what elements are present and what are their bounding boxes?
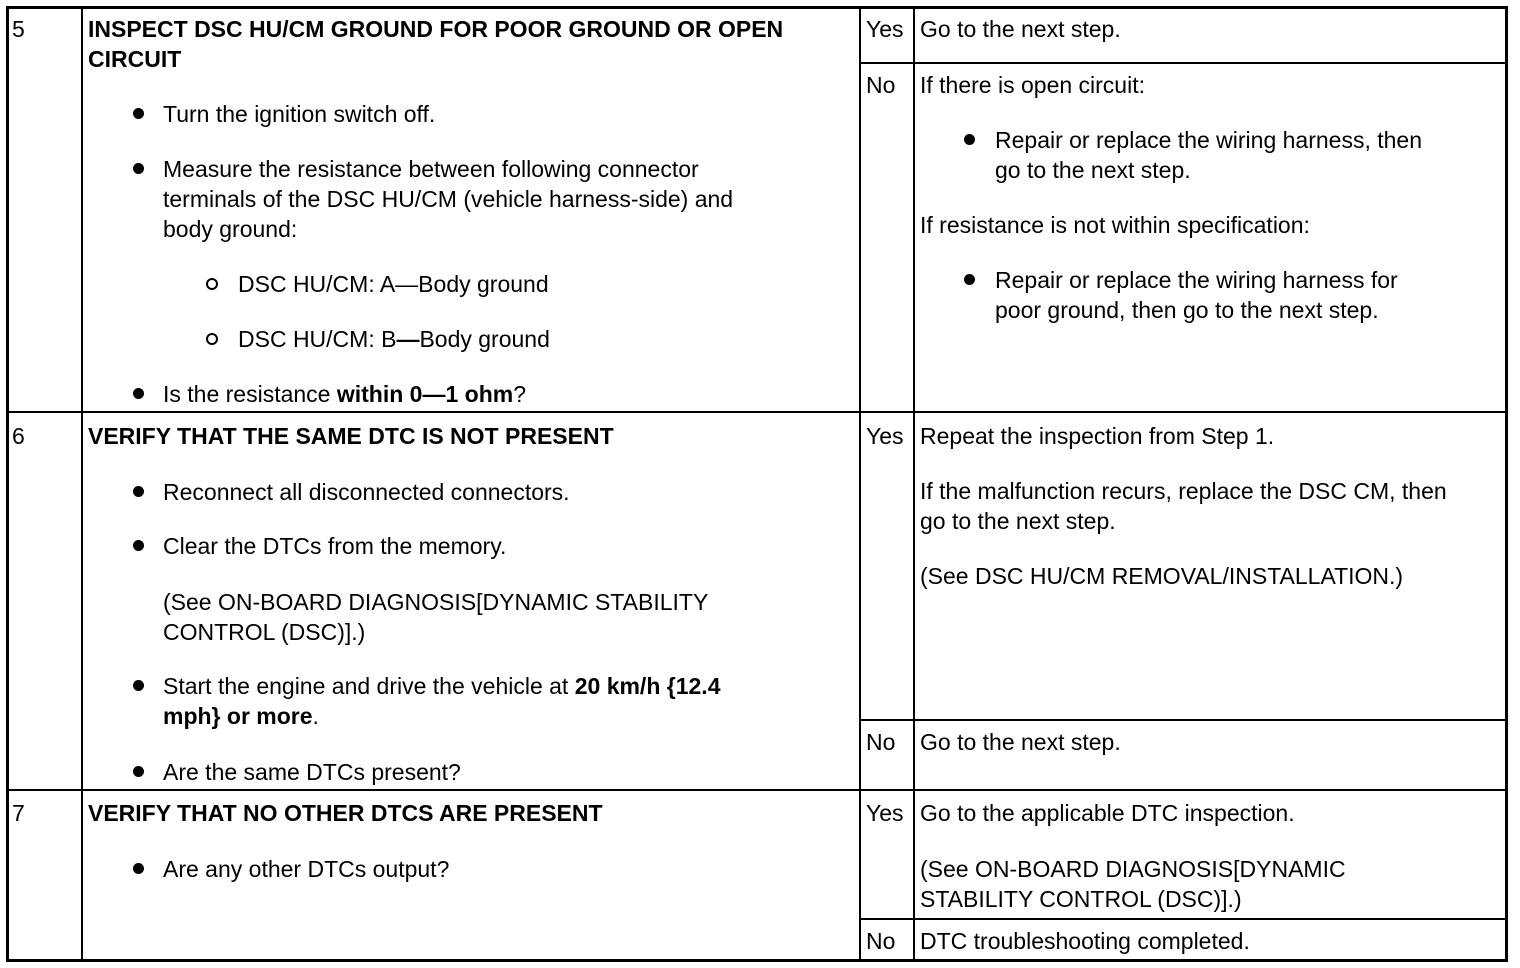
step6-no-label: No bbox=[866, 729, 896, 755]
bullet-icon bbox=[133, 108, 144, 119]
step7-yes-label: Yes bbox=[866, 800, 904, 826]
step6-bullet3-post: . bbox=[312, 703, 319, 729]
step7-no-label: No bbox=[866, 928, 896, 954]
bullet-icon bbox=[133, 680, 144, 691]
step6-reference-line1: (See ON-BOARD DIAGNOSIS[DYNAMIC STABILITY bbox=[163, 589, 709, 615]
bullet-icon bbox=[133, 766, 144, 777]
step6-bullet3-pre: Start the engine and drive the vehicle at bbox=[163, 673, 575, 699]
bullet-icon bbox=[133, 388, 144, 399]
step5-bullet1: Turn the ignition switch off. bbox=[163, 101, 436, 127]
step6-yes-line3: go to the next step. bbox=[920, 508, 1116, 534]
step6-title: VERIFY THAT THE SAME DTC IS NOT PRESENT bbox=[88, 423, 614, 449]
step6-no-text: Go to the next step. bbox=[920, 729, 1121, 755]
step7-yes-line1: Go to the applicable DTC inspection. bbox=[920, 800, 1295, 826]
bullet-icon bbox=[133, 540, 144, 551]
step6-bullet3-line1 bbox=[163, 671, 720, 701]
sub-bullet-icon bbox=[206, 278, 218, 290]
step5-sub-item2-dash: — bbox=[396, 326, 420, 352]
step5-sub-item2-pre: DSC HU/CM: B bbox=[238, 326, 397, 352]
step5-bullet2-line3: body ground: bbox=[163, 216, 298, 242]
bullet-icon bbox=[133, 486, 144, 497]
step5-no-condition1: If there is open circuit: bbox=[920, 72, 1145, 98]
step5-bullet2-line1: Measure the resistance between following connector bbox=[163, 156, 699, 182]
row-divider-step7-yes-no bbox=[859, 918, 1508, 920]
step-number-6: 6 bbox=[12, 423, 25, 449]
step5-sub-item1: DSC HU/CM: A—Body ground bbox=[238, 271, 549, 297]
step6-bullet4: Are the same DTCs present? bbox=[163, 759, 461, 785]
column-divider-step bbox=[81, 6, 83, 962]
step5-sub-item2-post: Body ground bbox=[419, 326, 550, 352]
bullet-icon bbox=[133, 163, 144, 174]
step6-yes-label: Yes bbox=[866, 423, 904, 449]
column-divider-action bbox=[859, 6, 861, 962]
step5-bullet2-line2: terminals of the DSC HU/CM (vehicle harness-side) and bbox=[163, 186, 734, 212]
step5-sub-item2 bbox=[238, 324, 550, 354]
column-divider-answer bbox=[913, 6, 915, 962]
step5-bullet3-spec: within 0—1 ohm bbox=[336, 381, 514, 407]
step5-yes-text: Go to the next step. bbox=[920, 16, 1121, 42]
step5-no-condition2: If resistance is not within specification: bbox=[920, 212, 1310, 238]
step5-title-line1: INSPECT DSC HU/CM GROUND FOR POOR GROUND OR OPEN bbox=[88, 16, 784, 42]
step6-bullet3-speed-cont: mph} or more bbox=[163, 703, 313, 729]
step-number-7: 7 bbox=[12, 800, 25, 826]
step5-no-label: No bbox=[866, 72, 896, 98]
step6-reference-line2: CONTROL (DSC)].) bbox=[163, 619, 366, 645]
step6-yes-line1: Repeat the inspection from Step 1. bbox=[920, 423, 1275, 449]
step5-title-line2: CIRCUIT bbox=[88, 46, 182, 72]
step6-yes-line2: If the malfunction recurs, replace the DSC CM, then bbox=[920, 478, 1447, 504]
step6-bullet1: Reconnect all disconnected connectors. bbox=[163, 479, 570, 505]
step5-no-bullet2-line2: poor ground, then go to the next step. bbox=[995, 297, 1379, 323]
step7-title: VERIFY THAT NO OTHER DTCS ARE PRESENT bbox=[88, 800, 603, 826]
step5-no-bullet1-line1: Repair or replace the wiring harness, then bbox=[995, 127, 1423, 153]
row-divider-step6-yes-no bbox=[859, 719, 1508, 721]
row-divider-step5-yes-no bbox=[859, 62, 1508, 64]
bullet-icon bbox=[133, 863, 144, 874]
step5-bullet3-pre: Is the resistance bbox=[163, 381, 337, 407]
step5-yes-label: Yes bbox=[866, 16, 904, 42]
step6-bullet3-speed: 20 km/h {12.4 bbox=[574, 673, 721, 699]
bullet-icon bbox=[964, 274, 975, 285]
step6-yes-line4: (See DSC HU/CM REMOVAL/INSTALLATION.) bbox=[920, 563, 1404, 589]
sub-bullet-icon bbox=[206, 333, 218, 345]
step7-yes-line3: STABILITY CONTROL (DSC)].) bbox=[920, 886, 1242, 912]
step-number-5: 5 bbox=[12, 16, 25, 42]
step7-yes-line2: (See ON-BOARD DIAGNOSIS[DYNAMIC bbox=[920, 856, 1346, 882]
step6-bullet3-line2 bbox=[163, 701, 319, 731]
step6-bullet2: Clear the DTCs from the memory. bbox=[163, 533, 507, 559]
step7-bullet1: Are any other DTCs output? bbox=[163, 856, 450, 882]
row-divider-step6-step7 bbox=[6, 789, 1508, 791]
row-divider-step5-step6 bbox=[6, 411, 1508, 413]
step5-bullet3-post: ? bbox=[513, 381, 526, 407]
step5-no-bullet2-line1: Repair or replace the wiring harness for bbox=[995, 267, 1398, 293]
step5-no-bullet1-line2: go to the next step. bbox=[995, 157, 1191, 183]
bullet-icon bbox=[964, 134, 975, 145]
step7-no-text: DTC troubleshooting completed. bbox=[920, 928, 1250, 954]
step5-bullet3 bbox=[163, 379, 526, 409]
